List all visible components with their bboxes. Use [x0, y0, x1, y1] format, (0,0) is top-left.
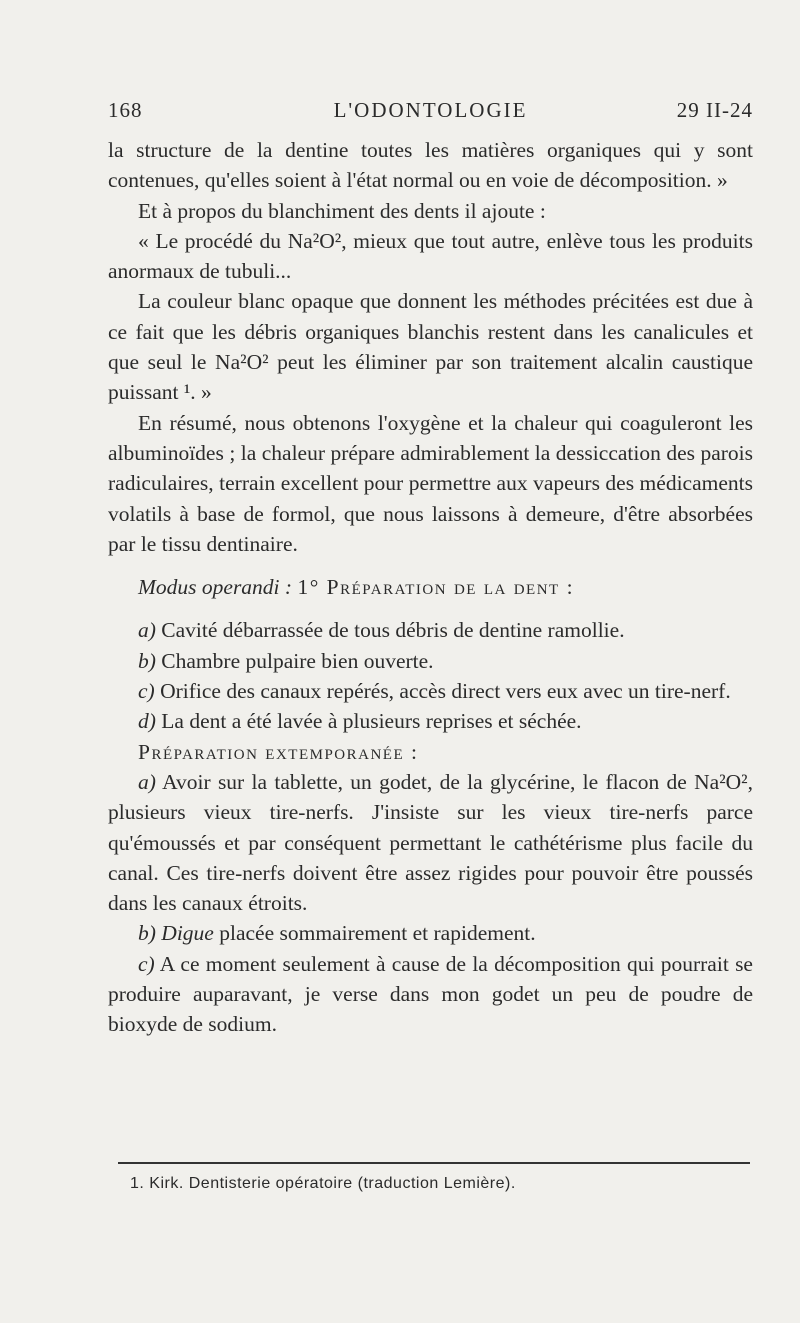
- list-letter: d): [138, 709, 156, 734]
- page-number: 168: [108, 98, 143, 122]
- section-heading-dent: 1° Préparation de la dent :: [297, 575, 575, 600]
- list-item-text: placée sommairement et rapidement.: [213, 921, 536, 946]
- page-header: [108, 98, 753, 128]
- list-item: [108, 706, 753, 736]
- list-item: [108, 767, 753, 918]
- list-letter: c): [138, 951, 155, 976]
- section-heading-extemporanee: Préparation extemporanée :: [138, 739, 419, 764]
- list-letter: a): [138, 618, 156, 643]
- list-item-text: Chambre pulpaire bien ouverte.: [161, 648, 434, 673]
- list-item-text: Orifice des canaux repérés, accès direct vers eux avec un tire-nerf.: [160, 679, 731, 704]
- footnote-divider: [118, 1162, 750, 1164]
- paragraph: La couleur blanc opaque que donnent les méthodes précitées est due à ce fait que les débris organiques blanchis restent dans les canalicules et que seul le Na²O² peut les éliminer par son traitement alcalin caustique puissant ¹. »: [108, 289, 753, 405]
- footnote: 1. Kirk. Dentisterie opératoire (traduction Lemière).: [130, 1175, 516, 1192]
- list-letter: a): [138, 769, 156, 794]
- spacer: [108, 559, 753, 572]
- page-body: [108, 135, 753, 1040]
- list-item-text: Cavité débarrassée de tous débris de dentine ramollie.: [161, 618, 625, 643]
- paragraph: En résumé, nous obtenons l'oxygène et la chaleur qui coaguleront les albuminoïdes ; la chaleur prépare admirablement la dessiccation des parois radiculaires, terrain excellent pour permettre aux vapeurs des médicaments volatils à base de formol, que nous laissons à demeure, d'être absorbées par le tissu dentinaire.: [108, 410, 753, 556]
- modus-operandi-line: [108, 572, 753, 602]
- paragraph: « Le procédé du Na²O², mieux que tout autre, enlève tous les produits anormaux de tubuli...: [108, 228, 753, 284]
- list-letter: c): [138, 679, 155, 704]
- list-item: [108, 676, 753, 706]
- list-letter: b): [138, 921, 156, 946]
- list-item: [108, 615, 753, 645]
- paragraph: Et à propos du blanchiment des dents il ajoute :: [138, 198, 546, 223]
- list-item: [108, 646, 753, 676]
- list-letter: b): [138, 648, 156, 673]
- list-item-text: Avoir sur la tablette, un godet, de la glycérine, le flacon de Na²O², plusieurs vieux tire-nerfs. J'insiste sur les vieux tire-nerfs parce qu'émoussés et par conséquent permettant le cathétérisme plus facile du canal. Ces tire-nerfs doivent être assez rigides pour pouvoir être poussés dans les canaux étroits.: [108, 769, 754, 916]
- list-item-text: La dent a été lavée à plusieurs reprises et séchée.: [161, 709, 582, 734]
- issue-date: 29 II-24: [676, 98, 753, 122]
- emphasis-word: Digue: [161, 921, 214, 946]
- spacer: [108, 602, 753, 615]
- running-title: L'ODONTOLOGIE: [333, 98, 528, 122]
- list-item-text: A ce moment seulement à cause de la décomposition qui pourrait se produire auparavant, je verse dans mon godet un peu de poudre de bioxyde de sodium.: [108, 951, 753, 1037]
- list-item: [108, 918, 753, 948]
- modus-label: Modus operandi :: [138, 575, 293, 600]
- paragraph: la structure de la dentine toutes les matières organiques qui y sont contenues, qu'elles soient à l'état normal ou en voie de décomposition. »: [108, 138, 753, 193]
- list-item: [108, 949, 753, 1040]
